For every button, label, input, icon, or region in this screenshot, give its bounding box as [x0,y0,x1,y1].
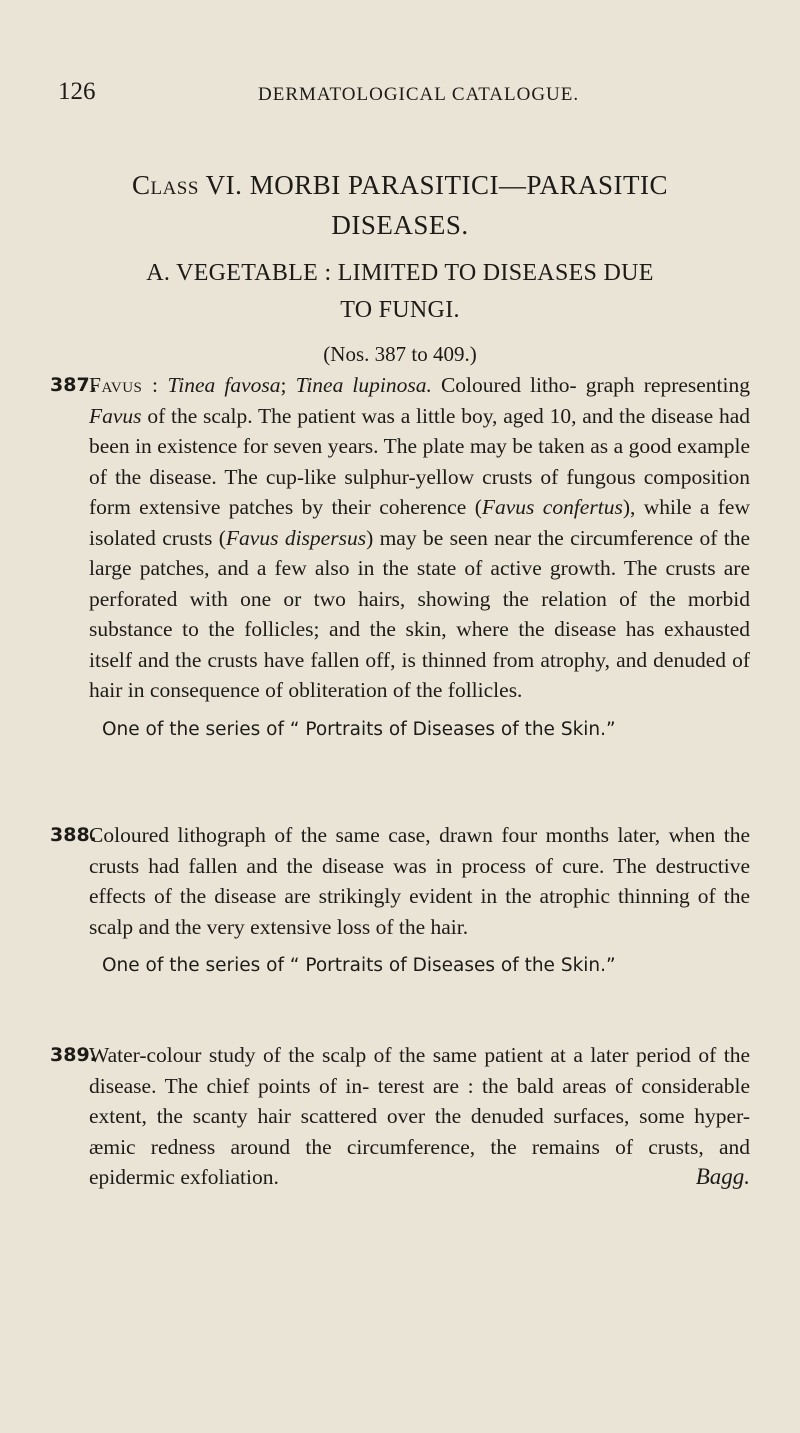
term: Favus dispersus [225,525,367,550]
entry-number: 389. [50,1044,97,1066]
running-head [58,78,758,118]
term: Favus confertus [481,495,623,519]
entry-text: ) may be seen near the circumference of the large patches, and a few also in the state of active growth. The crusts are perforated with one or two hairs, showing the relation of the morbid substance to the follicles; and the skin, where the disease has exhausted itself and the crusts have fallen off, is thinned from atrophy, and denuded of hair in consequence of obliteration of the follicles. [89,525,750,702]
series-note: One of the series of “ Portraits of Diseases of the Skin.” [102,718,616,740]
signature: Bagg. [695,1164,750,1189]
running-title: DERMATOLOGICAL CATALOGUE. [258,84,580,105]
entry-text: Coloured litho- graph representing [440,373,750,397]
section-title: A. VEGETABLE : LIMITED TO DISEASES DUE [146,260,654,286]
synonym: Tinea lupinosa. [295,373,432,397]
entry-text: Coloured lithograph of the same case, drawn four months later, when the crusts had fallen and the disease was in process of cure. The destructive effects of the disease are strikingly evident in the atrophic thinning of the scalp and the very extensive loss of the hair. [89,823,750,939]
entry-number: 387. [50,374,97,396]
class-title-line-2: DISEASES. [331,210,469,240]
class-label: Class VI. [131,170,243,200]
entry-text: ), while a few isolated crusts ( [89,495,751,550]
catalogue-entry [50,1040,750,1193]
synonym: Tinea favosa [167,373,281,397]
entry-text: Water-colour study of the scalp of the same patient at a later period of the disease. The chief points of in- terest are : the bald areas of considerable extent, the scanty hair scattered over the denuded surfaces, some hyper- æmic redness around the circumference, the remains of crusts, and epidermic exfoliation. [89,1043,750,1189]
page-number: 126 [58,78,96,105]
section-heading [60,255,740,329]
catalogue-entry [50,820,750,980]
entry-lead: Favus : [89,373,159,397]
separator: ; [280,373,287,397]
term: Favus [89,403,142,428]
entry-range: (Nos. 387 to 409.) [323,342,477,366]
entry-number: 388. [50,824,97,846]
series-note: One of the series of “ Portraits of Diseases of the Skin.” [102,955,616,976]
class-title: MORBI PARASITICI—PARASITIC [249,170,669,200]
section-title-line-2: TO FUNGI. [340,297,460,323]
class-heading [60,165,740,245]
entry-text: of the scalp. The patient was a little boy, aged 10, and the disease had been in existence for seven years. The plate may be taken as a good example of the disease. The cup-like sulphur-yellow crusts of fungous composition form extensive patches by their coherence ( [89,403,750,519]
catalogue-entry [50,370,750,744]
